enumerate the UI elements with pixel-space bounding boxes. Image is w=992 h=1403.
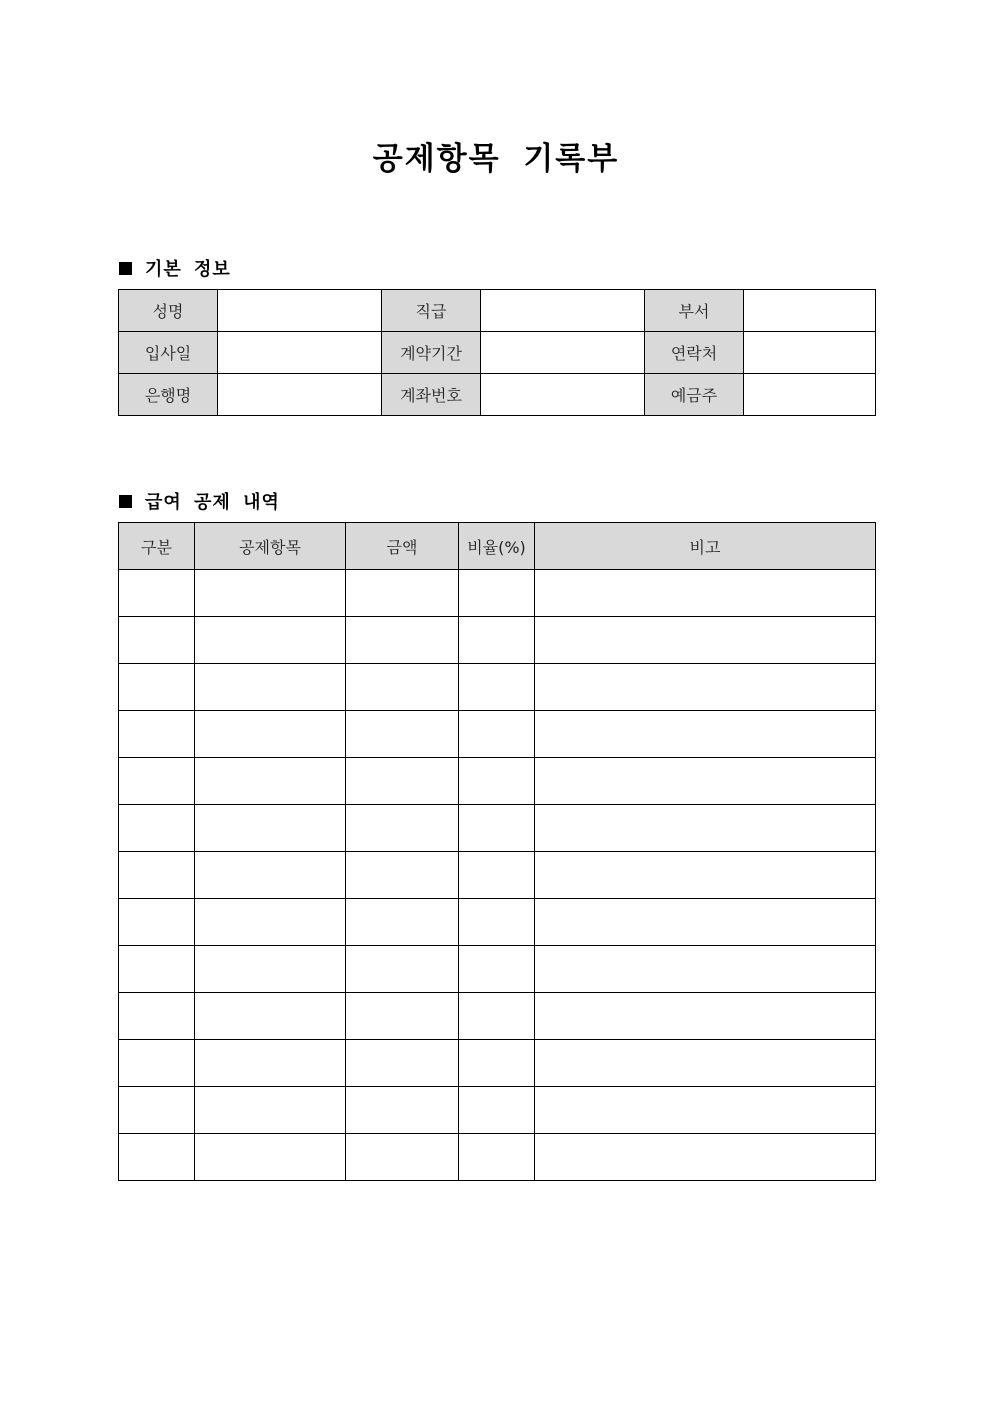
deduction-cell[interactable] <box>535 758 876 805</box>
deduction-cell[interactable] <box>535 570 876 617</box>
deduction-cell[interactable] <box>195 899 346 946</box>
deduction-cell[interactable] <box>195 758 346 805</box>
deduction-cell[interactable] <box>119 570 195 617</box>
deduction-cell[interactable] <box>346 1040 459 1087</box>
table-row <box>119 805 876 852</box>
deduction-cell[interactable] <box>535 946 876 993</box>
basic-info-row <box>119 290 876 332</box>
deductions-heading-text: 급여 공제 내역 <box>145 492 280 513</box>
basic-info-label: 연락처 <box>645 332 744 374</box>
deduction-cell[interactable] <box>535 1040 876 1087</box>
basic-info-label: 계약기간 <box>382 332 481 374</box>
deduction-cell[interactable] <box>459 805 535 852</box>
table-row <box>119 1134 876 1181</box>
deduction-header-row <box>119 523 876 570</box>
deduction-cell[interactable] <box>459 1134 535 1181</box>
deduction-cell[interactable] <box>459 617 535 664</box>
basic-info-row <box>119 374 876 416</box>
deduction-cell[interactable] <box>459 711 535 758</box>
deduction-cell[interactable] <box>195 664 346 711</box>
basic-info-label: 입사일 <box>119 332 218 374</box>
deduction-table <box>118 522 876 1181</box>
deduction-cell[interactable] <box>119 1087 195 1134</box>
deduction-cell[interactable] <box>195 805 346 852</box>
deduction-cell[interactable] <box>535 805 876 852</box>
deductions-heading <box>119 488 280 514</box>
basic-info-label: 계좌번호 <box>382 374 481 416</box>
basic-info-value-field[interactable] <box>218 290 382 332</box>
basic-info-label: 은행명 <box>119 374 218 416</box>
deduction-cell[interactable] <box>535 711 876 758</box>
deduction-cell[interactable] <box>535 852 876 899</box>
deduction-cell[interactable] <box>195 1134 346 1181</box>
basic-info-label: 성명 <box>119 290 218 332</box>
table-row <box>119 617 876 664</box>
table-row <box>119 946 876 993</box>
basic-info-value-field[interactable] <box>481 374 645 416</box>
deduction-cell[interactable] <box>119 617 195 664</box>
deduction-cell[interactable] <box>346 1134 459 1181</box>
deduction-cell[interactable] <box>459 570 535 617</box>
deduction-cell[interactable] <box>346 993 459 1040</box>
deduction-cell[interactable] <box>346 946 459 993</box>
deduction-cell[interactable] <box>459 758 535 805</box>
table-row <box>119 570 876 617</box>
deduction-cell[interactable] <box>119 805 195 852</box>
deduction-cell[interactable] <box>459 1087 535 1134</box>
deduction-cell[interactable] <box>195 852 346 899</box>
deduction-cell[interactable] <box>195 1087 346 1134</box>
deduction-cell[interactable] <box>119 664 195 711</box>
deduction-cell[interactable] <box>459 852 535 899</box>
deduction-cell[interactable] <box>195 993 346 1040</box>
basic-info-value-field[interactable] <box>744 332 876 374</box>
deduction-cell[interactable] <box>346 899 459 946</box>
deduction-cell[interactable] <box>346 711 459 758</box>
black-square-icon <box>119 262 132 275</box>
deduction-column-header: 금액 <box>346 523 459 570</box>
page-title: 공제항목 기록부 <box>372 141 620 177</box>
table-row <box>119 711 876 758</box>
basic-info-heading-text: 기본 정보 <box>145 259 231 280</box>
table-row <box>119 1087 876 1134</box>
basic-info-value-field[interactable] <box>744 290 876 332</box>
basic-info-value-field[interactable] <box>218 374 382 416</box>
deduction-column-header: 구분 <box>119 523 195 570</box>
deduction-cell[interactable] <box>119 899 195 946</box>
deduction-cell[interactable] <box>346 664 459 711</box>
deduction-cell[interactable] <box>346 758 459 805</box>
table-row <box>119 664 876 711</box>
deduction-cell[interactable] <box>195 570 346 617</box>
deduction-cell[interactable] <box>535 664 876 711</box>
deduction-cell[interactable] <box>119 758 195 805</box>
deduction-column-header: 공제항목 <box>195 523 346 570</box>
deduction-cell[interactable] <box>346 570 459 617</box>
deduction-cell[interactable] <box>346 805 459 852</box>
deduction-cell[interactable] <box>459 899 535 946</box>
basic-info-value-field[interactable] <box>481 332 645 374</box>
basic-info-value-field[interactable] <box>218 332 382 374</box>
deduction-cell[interactable] <box>346 617 459 664</box>
table-row <box>119 899 876 946</box>
deduction-cell[interactable] <box>535 1134 876 1181</box>
table-row <box>119 758 876 805</box>
basic-info-table <box>118 289 876 416</box>
deduction-cell[interactable] <box>119 711 195 758</box>
deduction-cell[interactable] <box>346 1087 459 1134</box>
table-row <box>119 852 876 899</box>
deduction-cell[interactable] <box>535 993 876 1040</box>
deduction-cell[interactable] <box>119 1134 195 1181</box>
deduction-cell[interactable] <box>459 1040 535 1087</box>
deduction-cell[interactable] <box>346 852 459 899</box>
deduction-cell[interactable] <box>459 993 535 1040</box>
deduction-cell[interactable] <box>459 946 535 993</box>
deduction-cell[interactable] <box>119 946 195 993</box>
deduction-cell[interactable] <box>195 946 346 993</box>
basic-info-heading <box>119 255 231 281</box>
black-square-icon <box>119 495 132 508</box>
deduction-cell[interactable] <box>535 1087 876 1134</box>
deduction-cell[interactable] <box>535 899 876 946</box>
deduction-cell[interactable] <box>535 617 876 664</box>
basic-info-row <box>119 332 876 374</box>
table-row <box>119 1040 876 1087</box>
basic-info-label: 직급 <box>382 290 481 332</box>
basic-info-value-field[interactable] <box>481 290 645 332</box>
deduction-cell[interactable] <box>119 1040 195 1087</box>
table-row <box>119 993 876 1040</box>
basic-info-value-field[interactable] <box>744 374 876 416</box>
basic-info-label: 부서 <box>645 290 744 332</box>
deduction-column-header: 비고 <box>535 523 876 570</box>
deduction-cell[interactable] <box>195 1040 346 1087</box>
basic-info-label: 예금주 <box>645 374 744 416</box>
deduction-cell[interactable] <box>119 852 195 899</box>
deduction-column-header: 비율(%) <box>459 523 535 570</box>
deduction-cell[interactable] <box>195 711 346 758</box>
deduction-cell[interactable] <box>195 617 346 664</box>
deduction-cell[interactable] <box>459 664 535 711</box>
deduction-cell[interactable] <box>119 993 195 1040</box>
